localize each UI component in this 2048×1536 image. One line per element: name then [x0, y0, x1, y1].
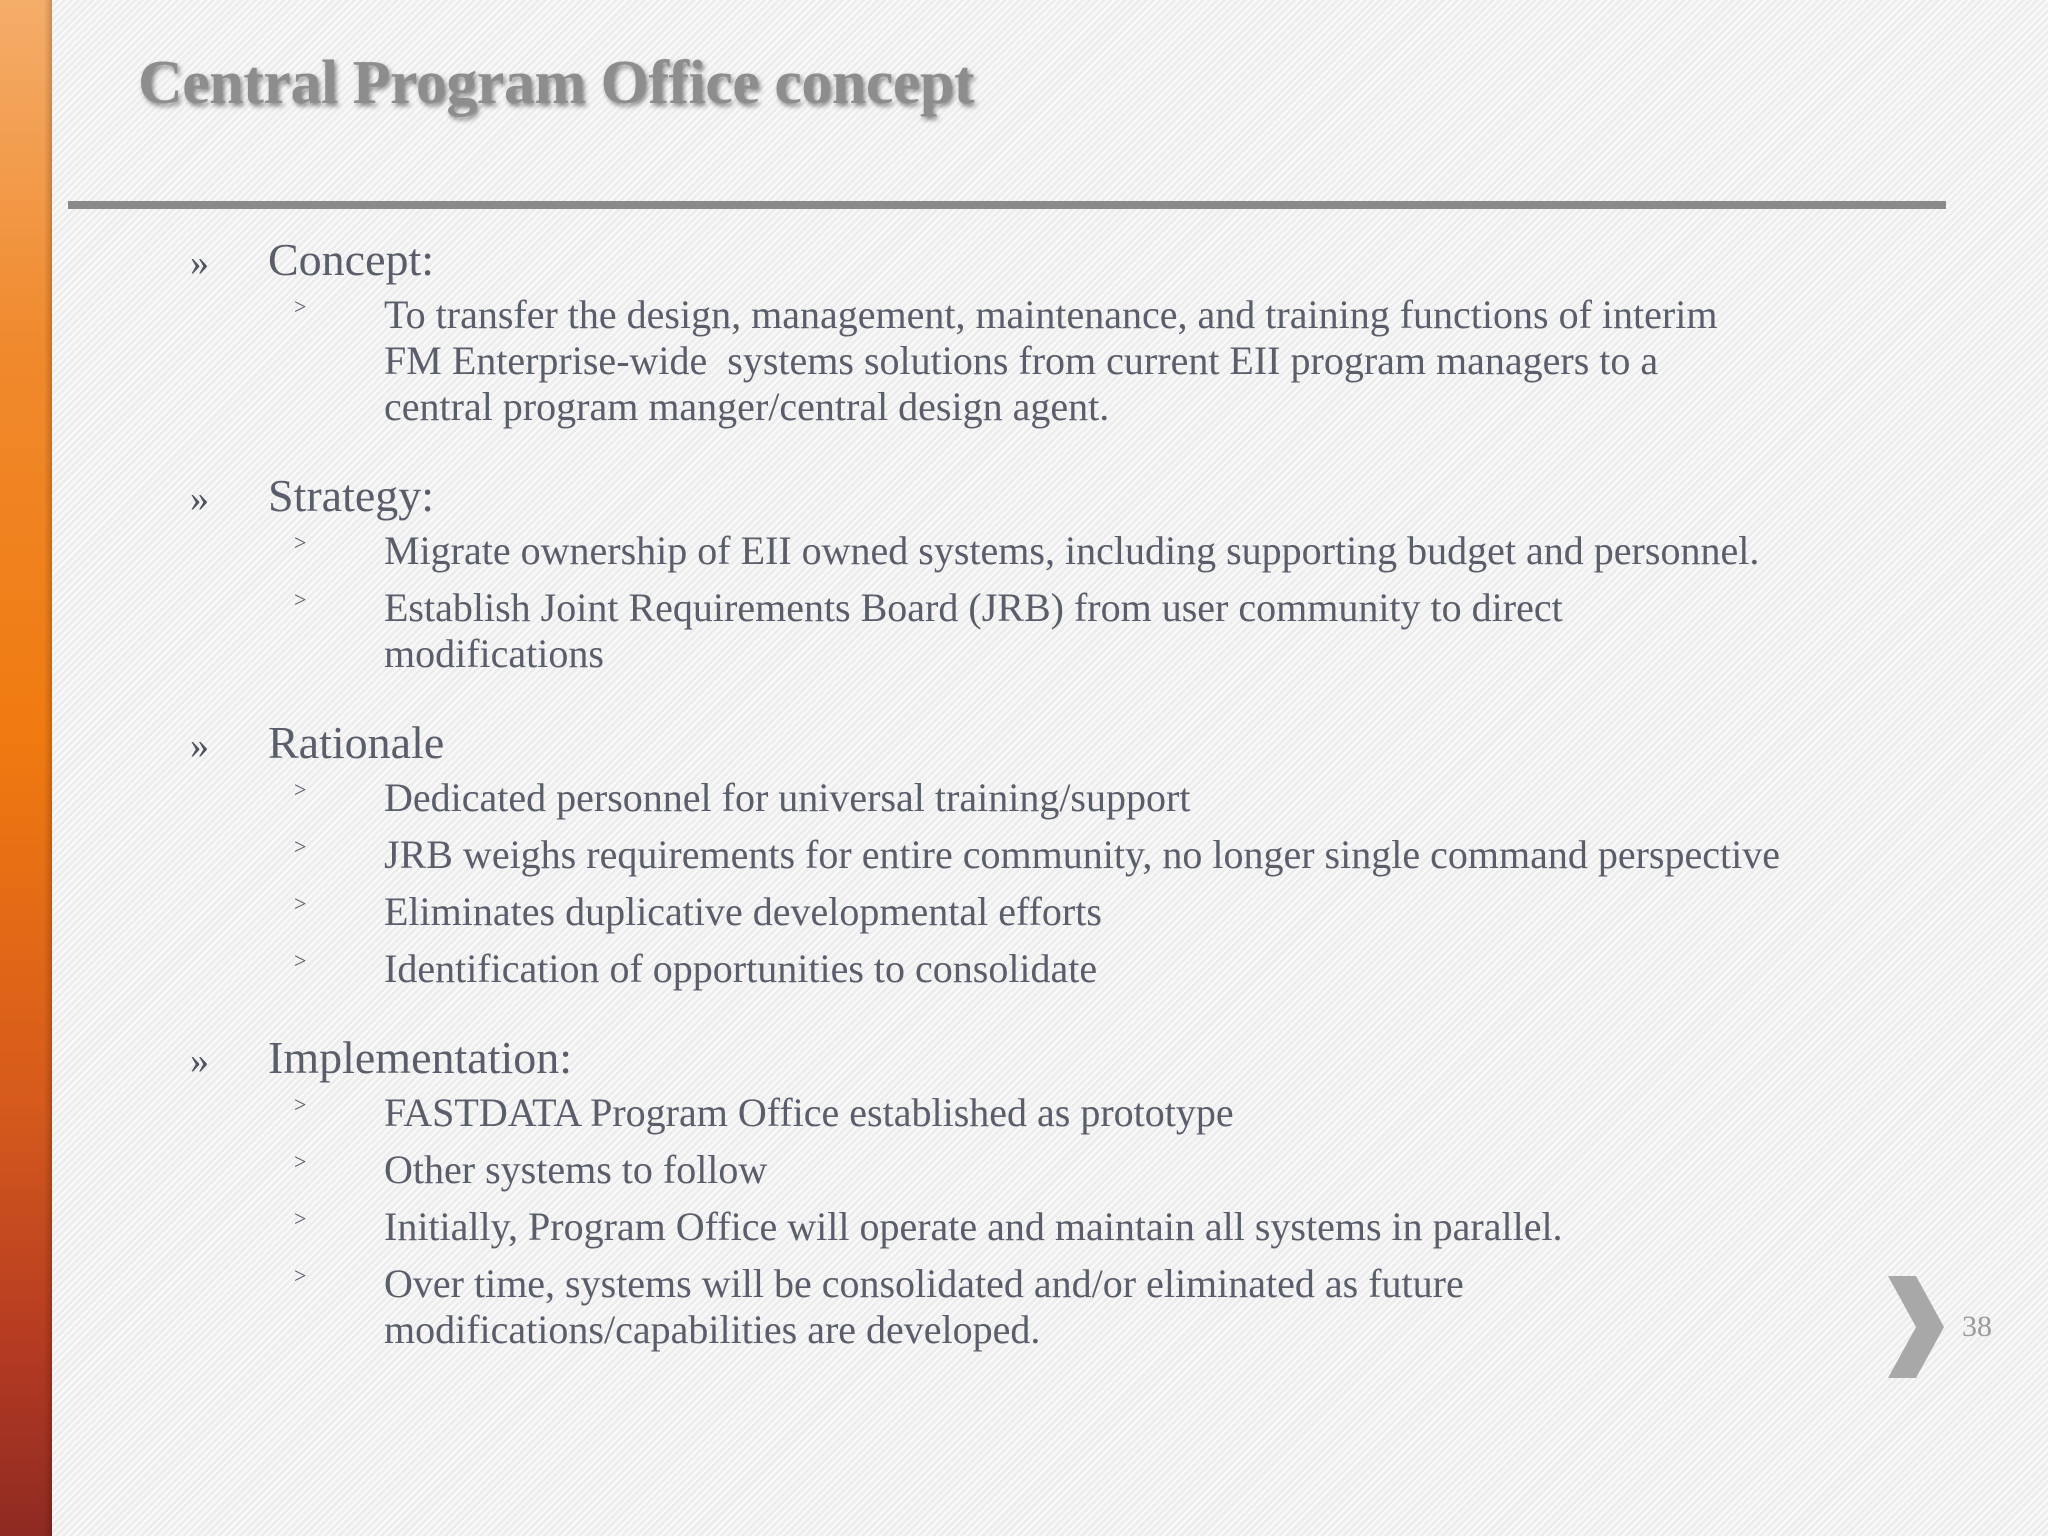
item-bullet-icon: ˃: [294, 948, 307, 973]
title-divider: [68, 201, 1946, 209]
list-item-text: Over time, systems will be consolidated and/or eliminated as future modifications/capabilities are developed.: [384, 1261, 1464, 1352]
section-strategy: [190, 468, 1910, 677]
slide-title: Central Program Office concept: [138, 49, 975, 117]
section-rationale: [190, 715, 1910, 992]
section-heading: Implementation:: [268, 1032, 573, 1083]
bullet-list: [190, 292, 1910, 430]
page-number: 38: [1962, 1310, 1992, 1343]
chevron-right-icon[interactable]: [1886, 1276, 1946, 1378]
list-item-text: Eliminates duplicative developmental efforts: [384, 889, 1102, 934]
section-implementation: [190, 1030, 1910, 1353]
item-bullet-icon: ˃: [294, 294, 307, 319]
list-item: [190, 946, 1910, 992]
section-concept: [190, 232, 1910, 430]
bullet-list: [190, 775, 1910, 992]
list-item: [190, 1090, 1910, 1136]
list-item: [190, 292, 1910, 430]
list-item-text: JRB weighs requirements for entire community, no longer single command perspective: [384, 832, 1780, 877]
bullet-list: [190, 528, 1910, 677]
list-item-text: Identification of opportunities to consolidate: [384, 946, 1098, 991]
list-item: [190, 889, 1910, 935]
list-item-text: Establish Joint Requirements Board (JRB) from user community to direct modifications: [384, 585, 1563, 676]
section-bullet-icon: »: [190, 242, 209, 284]
bullet-list: [190, 1090, 1910, 1353]
section-heading: Rationale: [268, 717, 445, 768]
accent-side-bar: [0, 0, 52, 1536]
item-bullet-icon: ˃: [294, 834, 307, 859]
list-item: [190, 1147, 1910, 1193]
list-item-text: FASTDATA Program Office established as prototype: [384, 1090, 1234, 1135]
section-bullet-icon: »: [190, 1040, 209, 1082]
item-bullet-icon: ˃: [294, 530, 307, 555]
list-item: [190, 1261, 1910, 1353]
item-bullet-icon: ˃: [294, 777, 307, 802]
item-bullet-icon: ˃: [294, 1092, 307, 1117]
list-item-text: Initially, Program Office will operate and maintain all systems in parallel.: [384, 1204, 1563, 1249]
list-item-text: Migrate ownership of EII owned systems, including supporting budget and personnel.: [384, 528, 1760, 573]
list-item: [190, 585, 1910, 677]
item-bullet-icon: ˃: [294, 891, 307, 916]
item-bullet-icon: ˃: [294, 587, 307, 612]
item-bullet-icon: ˃: [294, 1263, 307, 1288]
list-item: [190, 775, 1910, 821]
list-item-text: Dedicated personnel for universal training/support: [384, 775, 1191, 820]
list-item: [190, 528, 1910, 574]
section-bullet-icon: »: [190, 725, 209, 767]
list-item-text: Other systems to follow: [384, 1147, 768, 1192]
item-bullet-icon: ˃: [294, 1149, 307, 1174]
section-heading: Strategy:: [268, 470, 435, 521]
item-bullet-icon: ˃: [294, 1206, 307, 1231]
list-item-text: To transfer the design, management, maintenance, and training functions of interim FM Enterprise-wide systems solutions from current EII program managers to a central program manger/central design agent.: [384, 292, 1718, 429]
list-item: [190, 1204, 1910, 1250]
section-heading: Concept:: [268, 234, 435, 285]
slide-content: [190, 232, 1910, 1353]
list-item: [190, 832, 1910, 878]
section-bullet-icon: »: [190, 478, 209, 520]
